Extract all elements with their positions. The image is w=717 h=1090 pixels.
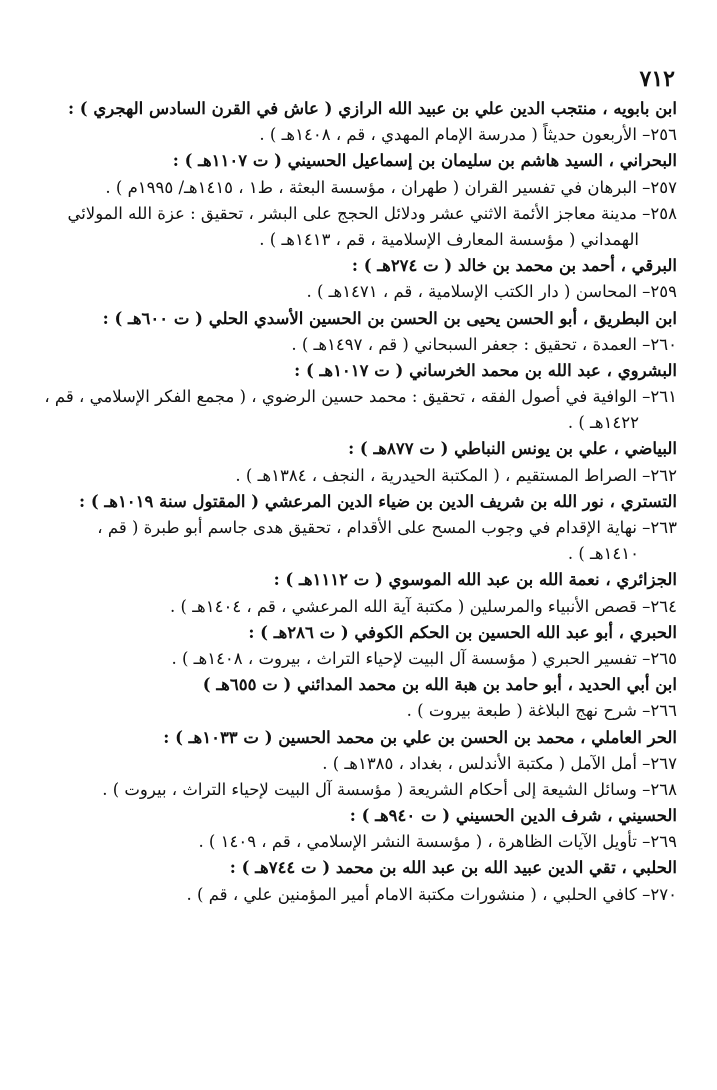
bibliography-entry: ٢٦٠– العمدة ، تحقيق : جعفر السبحاني ( قم ، ١٤٩٧هـ ) .: [291, 334, 677, 354]
bibliography-entry: ٢٦٨– وسائل الشيعة إلى أحكام الشريعة ( مؤسسة آل البيت لإحياء التراث ، بيروت ) .: [102, 779, 677, 799]
author-heading: التستري ، نور الله بن شريف الدين بن ضياء الدين المرعشي ( المقتول سنة ١٠١٩هـ ) :: [79, 491, 677, 511]
bibliography-entry: ٢٦٦– شرح نهج البلاغة ( طبعة بيروت ) .: [406, 701, 677, 721]
author-heading: الحر العاملي ، محمد بن الحسن بن علي بن محمد الحسين ( ت ١٠٣٣هـ ) :: [163, 727, 677, 747]
author-heading: الحسيني ، شرف الدين الحسيني ( ت ٩٤٠هـ ) :: [349, 806, 677, 826]
bibliography-entry: ٢٥٧– البرهان في تفسير القران ( طهران ، مؤسسة البعثة ، ط١ ، ١٤١٥هـ/ ١٩٩٥م ) .: [105, 177, 677, 197]
bibliography-entry: ٢٦٥– تفسير الحبري ( مؤسسة آل البيت لإحياء التراث ، بيروت ، ١٤٠٨هـ ) .: [171, 648, 677, 668]
author-heading: البرقي ، أحمد بن محمد بن خالد ( ت ٢٧٤هـ ) :: [351, 256, 677, 276]
bibliography-entry: ٢٧٠– كافي الحلبي ، ( منشورات مكتبة الامام أمير المؤمنين علي ، قم ) .: [186, 884, 677, 904]
entry-continuation: ١٤١٠هـ ) .: [567, 544, 639, 564]
page-number: ٧١٢: [639, 66, 675, 92]
bibliography-entry: ٢٥٨– مدينة معاجز الأئمة الاثني عشر ودلائل الحجج على البشر ، تحقيق : عزة الله المولائي: [67, 203, 677, 223]
author-heading: الحبري ، أبو عبد الله الحسين بن الحكم الكوفي ( ت ٢٨٦هـ ) :: [248, 622, 677, 642]
entry-continuation: ١٤٢٢هـ ) .: [567, 413, 639, 433]
bibliography-entry: ٢٥٦– الأربعون حديثاً ( مدرسة الإمام المهدي ، قم ، ١٤٠٨هـ ) .: [259, 125, 677, 145]
author-heading: ابن بابويه ، منتجب الدين علي بن عبيد الله الرازي ( عاش في القرن السادس الهجري ) :: [67, 99, 677, 118]
author-heading: ابن البطريق ، أبو الحسن يحيى بن الحسن بن الحسين الأسدي الحلي ( ت ٦٠٠هـ ) :: [102, 308, 677, 328]
bibliography-entry: ٢٦٢– الصراط المستقيم ، ( المكتبة الحيدرية ، النجف ، ١٣٨٤هـ ) .: [235, 465, 677, 485]
bibliography-entry: ٢٥٩– المحاسن ( دار الكتب الإسلامية ، قم ، ١٤٧١هـ ) .: [306, 282, 677, 302]
bibliography-list: [40, 96, 677, 908]
author-heading: البياضي ، علي بن يونس النباطي ( ت ٨٧٧هـ ) :: [348, 439, 677, 459]
bibliography-entry: ٢٦٧– أمل الآمل ( مكتبة الأندلس ، بغداد ، ١٣٨٥هـ ) .: [322, 753, 677, 773]
entry-continuation: الهمداني ( مؤسسة المعارف الإسلامية ، قم ، ١٤١٣هـ ) .: [259, 229, 639, 249]
bibliography-entry: ٢٦٩– تأويل الآيات الظاهرة ، ( مؤسسة النشر الإسلامي ، قم ، ١٤٠٩ ) .: [198, 832, 677, 852]
author-heading: الجزائري ، نعمة الله بن عبد الله الموسوي ( ت ١١١٢هـ ) :: [273, 570, 677, 590]
author-heading: البشروي ، عبد الله بن محمد الخرساني ( ت ١٠١٧هـ ) :: [294, 360, 677, 380]
bibliography-entry: ٢٦١– الوافية في أصول الفقه ، تحقيق : محمد حسين الرضوي ، ( مجمع الفكر الإسلامي ، قم ،: [44, 387, 677, 407]
author-heading: الحلبي ، تقي الدين عبيد الله بن عبد الله بن محمد ( ت ٧٤٤هـ ) :: [229, 858, 677, 878]
author-heading: البحراني ، السيد هاشم بن سليمان بن إسماعيل الحسيني ( ت ١١٠٧هـ ) :: [172, 151, 677, 171]
bibliography-entry: ٢٦٣– نهاية الإقدام في وجوب المسح على الأقدام ، تحقيق هدى جاسم أبو طبرة ( قم ،: [97, 518, 677, 537]
author-heading: ابن أبي الحديد ، أبو حامد بن هبة الله بن محمد المدائني ( ت ٦٥٥هـ ): [202, 675, 677, 695]
bibliography-entry: ٢٦٤– قصص الأنبياء والمرسلين ( مكتبة آية الله المرعشي ، قم ، ١٤٠٤هـ ) .: [170, 596, 677, 616]
